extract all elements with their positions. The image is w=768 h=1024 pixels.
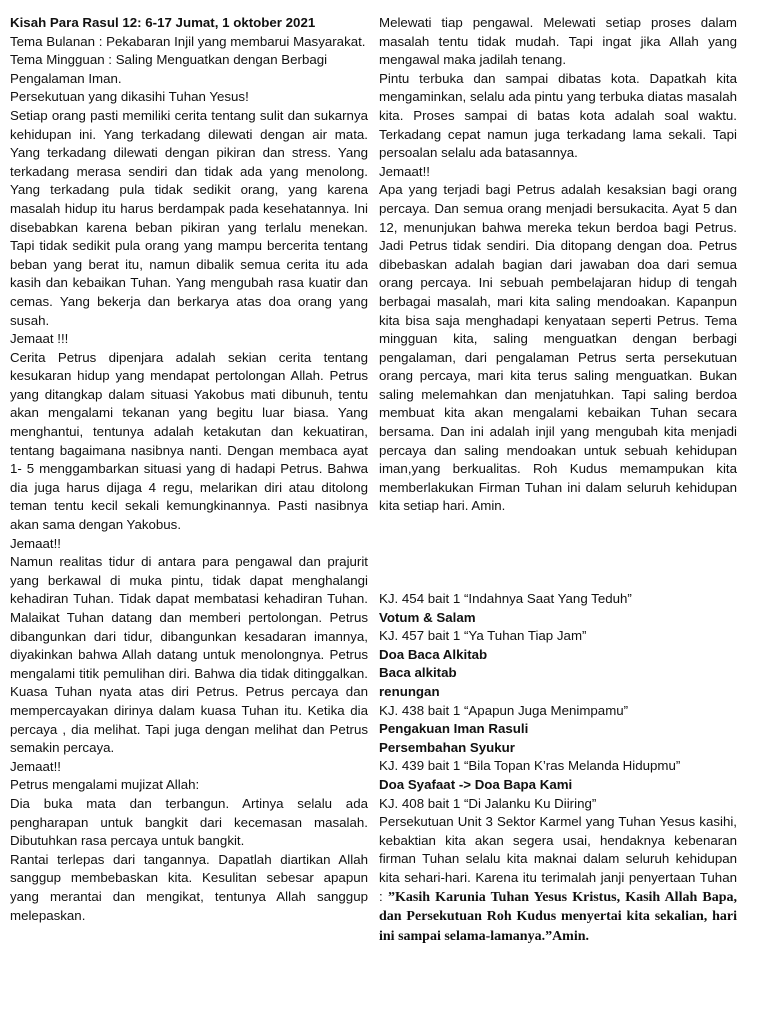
- paragraph: Apa yang terjadi bagi Petrus adalah kesaksian bagi orang percaya. Dan semua orang menjadi bersukacita. Ayat 5 dan 12, menunjukan bahwa mereka tekun berdoa bagi Petrus. Jadi Petrus tidak sendiri. Dia ditopang dengan doa. Petrus dibebaskan adalah bagian dari jawaban doa dari semua orang percaya. Ini sebuah pembelajaran hidup di tengah berbagai masalah, mari kita saling mendoakan. Kapanpun kita bisa saja menghadapi kenyataan seperti Petrus. Tema mingguan kita, saling menguatkan dengan berbagi pengalaman, dari pengalaman Petrus serta persekutuan orang percaya, mari kita terus saling menguatkan. Bukan saling melemahkan dan menjatuhkan. Tapi saling berdoa membuat kita akan mengalami kebaikan Tuhan secara bersama. Dan ini adalah injil yang mengubah kita menjadi percaya dan saling mendoakan untuk sebuah kehidupan iman,yang berkualitas. Roh Kudus memampukan kita memberlakukan Firman Tuhan ini dalam seluruh kehidupan kita setiap hari. Amin.: [379, 182, 737, 514]
- liturgy-item: Baca alkitab: [379, 665, 457, 681]
- paragraph: Petrus mengalami mujizat Allah:: [10, 777, 200, 793]
- paragraph: Rantai terlepas dari tangannya. Dapatlah diartikan Allah sanggup membebaskan kita. Kesulitan sebesar apapun yang merantai dan mengikat, tentunya Allah sanggup melepaskan.: [10, 851, 368, 923]
- liturgy-item: Pengakuan Iman Rasuli: [379, 721, 529, 737]
- closing-intro: Persekutuan Unit 3 Sektor Karmel yang Tuhan Yesus kasihi, kebaktian kita akan segera usai, hendaknya kebenaran firman Tuhan selalu kita maknai dalam seluruh kehidupan kita sehari-hari. Karena itu terimalah janji penyertaan Tuhan :: [379, 814, 737, 904]
- liturgy-item: KJ. 454 bait 1 “Indahnya Saat Yang Teduh”: [379, 591, 632, 607]
- closing-blessing: ”Kasih Karunia Tuhan Yesus Kristus, Kasih Allah Bapa, dan Persekutuan Roh Kudus menyertai kita sekalian, hari ini sampai selama-lamanya.”Amin.: [379, 889, 737, 944]
- address-line: Jemaat !!!: [10, 331, 69, 347]
- liturgy-item: KJ. 457 bait 1 “Ya Tuhan Tiap Jam”: [379, 628, 587, 644]
- liturgy-item: Doa Syafaat -> Doa Bapa Kami: [379, 776, 573, 792]
- paragraph: Pintu terbuka dan sampai dibatas kota. Dapatkah kita mengaminkan, selalu ada pintu yang terbuka diatas masalah kita. Proses sampai di batas kota adalah soal waktu. Terkadang cepat namun juga terkadang lama sekali. Tapi persoalan selalu ada batasannya.: [379, 70, 737, 161]
- weekly-theme: Tema Mingguan : Saling Menguatkan dengan Berbagi Pengalaman Iman.: [10, 52, 328, 86]
- liturgy-order: [379, 590, 737, 813]
- liturgy-item: KJ. 439 bait 1 “Bila Topan K’ras Melanda Hidupmu”: [379, 758, 681, 774]
- paragraph: Setiap orang pasti memiliki cerita tentang sulit dan sukarnya kehidupan ini. Yang terkadang dilewati dengan air mata. Yang terkadang dilewati dengan pikiran dan stress. Yang terkadang merasa sendiri dan tidak ada yang menolong. Yang terkadang pula tidak sedikit orang, yang karena masalah hidup itu harus berdampak pada kesehatannya. Ini disebabkan karena beban pikiran yang terlalu menekan. Tapi tidak sedikit pula orang yang mampu bercerita tentang beban yang berat itu, namun dibalik semua cerita itu ada kasih dan kebaikan Tuhan. Yang mengubah rasa kuatir dan cemas. Yang bekerja dan berkarya atas doa orang yang susah.: [10, 107, 368, 328]
- liturgy-item: Persembahan Syukur: [379, 739, 515, 755]
- liturgy-item: Votum & Salam: [379, 609, 476, 625]
- liturgy-item: renungan: [379, 684, 440, 699]
- liturgy-item: KJ. 438 bait 1 “Apapun Juga Menimpamu”: [379, 702, 629, 718]
- paragraph: Dia buka mata dan terbangun. Artinya selalu ada pengharapan untuk bangkit dari kecemasan masalah. Dibutuhkan rasa percaya untuk bangkit.: [10, 795, 368, 849]
- greeting: Persekutuan yang dikasihi Tuhan Yesus!: [10, 89, 249, 105]
- liturgy-item: KJ. 408 bait 1 “Di Jalanku Ku Diiring”: [379, 795, 597, 811]
- document-title: Kisah Para Rasul 12: 6-17 Jumat, 1 oktober 2021: [10, 15, 316, 30]
- closing-paragraph: [379, 813, 737, 946]
- paragraph: Melewati tiap pengawal. Melewati setiap proses dalam masalah tentu tidak mudah. Tapi ingat jika Allah yang mengawal maka jadilah tenang.: [379, 15, 737, 68]
- liturgy-item: Doa Baca Alkitab: [379, 646, 488, 662]
- paragraph: Cerita Petrus dipenjara adalah sekian cerita tentang kesukaran hidup yang mendapat pertolongan Allah. Petrus yang ditangkap dalam situasi Yakobus mati dibunuh, tentu akan mengalami tekanan yang begitu luar biasa. Yang menghantui, tentunya adalah ketakutan dan kekuatiran, tentang bagaimana nasibnya nanti. Dengan membaca ayat 1- 5 menggambarkan situasi yang di hadapi Petrus. Bahwa dia juga harus dijaga 4 regu, melarikan diri atau ditolong teman tentu kecil sekali kemungkinannya. Pasti nasibnya akan sama dengan Yakobus.: [10, 349, 368, 533]
- paragraph: Namun realitas tidur di antara para pengawal dan prajurit yang berkawal di muka pintu, tidak dapat menghalangi kehadiran Tuhan. Tidak dapat membatasi kehadiran Tuhan. Malaikat Tuhan datang dan memberi pertolongan. Petrus dibangunkan dari tidur, dibangunkan kesadaran imannya, diyakinkan bahwa Allah datang untuk menolongnya. Petrus mengalami titik pemulihan diri. Bahwa dia tidak ditinggalkan. Kuasa Tuhan nyata atas diri Petrus. Petrus percaya dan mempercayakan dirinya dalam kuasa Tuhan itu. Ketika dia percaya , dia melihat. Tapi juga dengan melihat dan Petrus semakin percaya.: [10, 554, 368, 756]
- address-line: Jemaat!!: [10, 758, 61, 774]
- left-column: [10, 14, 368, 925]
- address-line: Jemaat!!: [10, 535, 61, 551]
- section-gap: [379, 516, 737, 590]
- monthly-theme: Tema Bulanan : Pekabaran Injil yang membarui Masyarakat.: [10, 33, 366, 49]
- right-column: [379, 14, 737, 946]
- address-line: Jemaat!!: [379, 163, 430, 179]
